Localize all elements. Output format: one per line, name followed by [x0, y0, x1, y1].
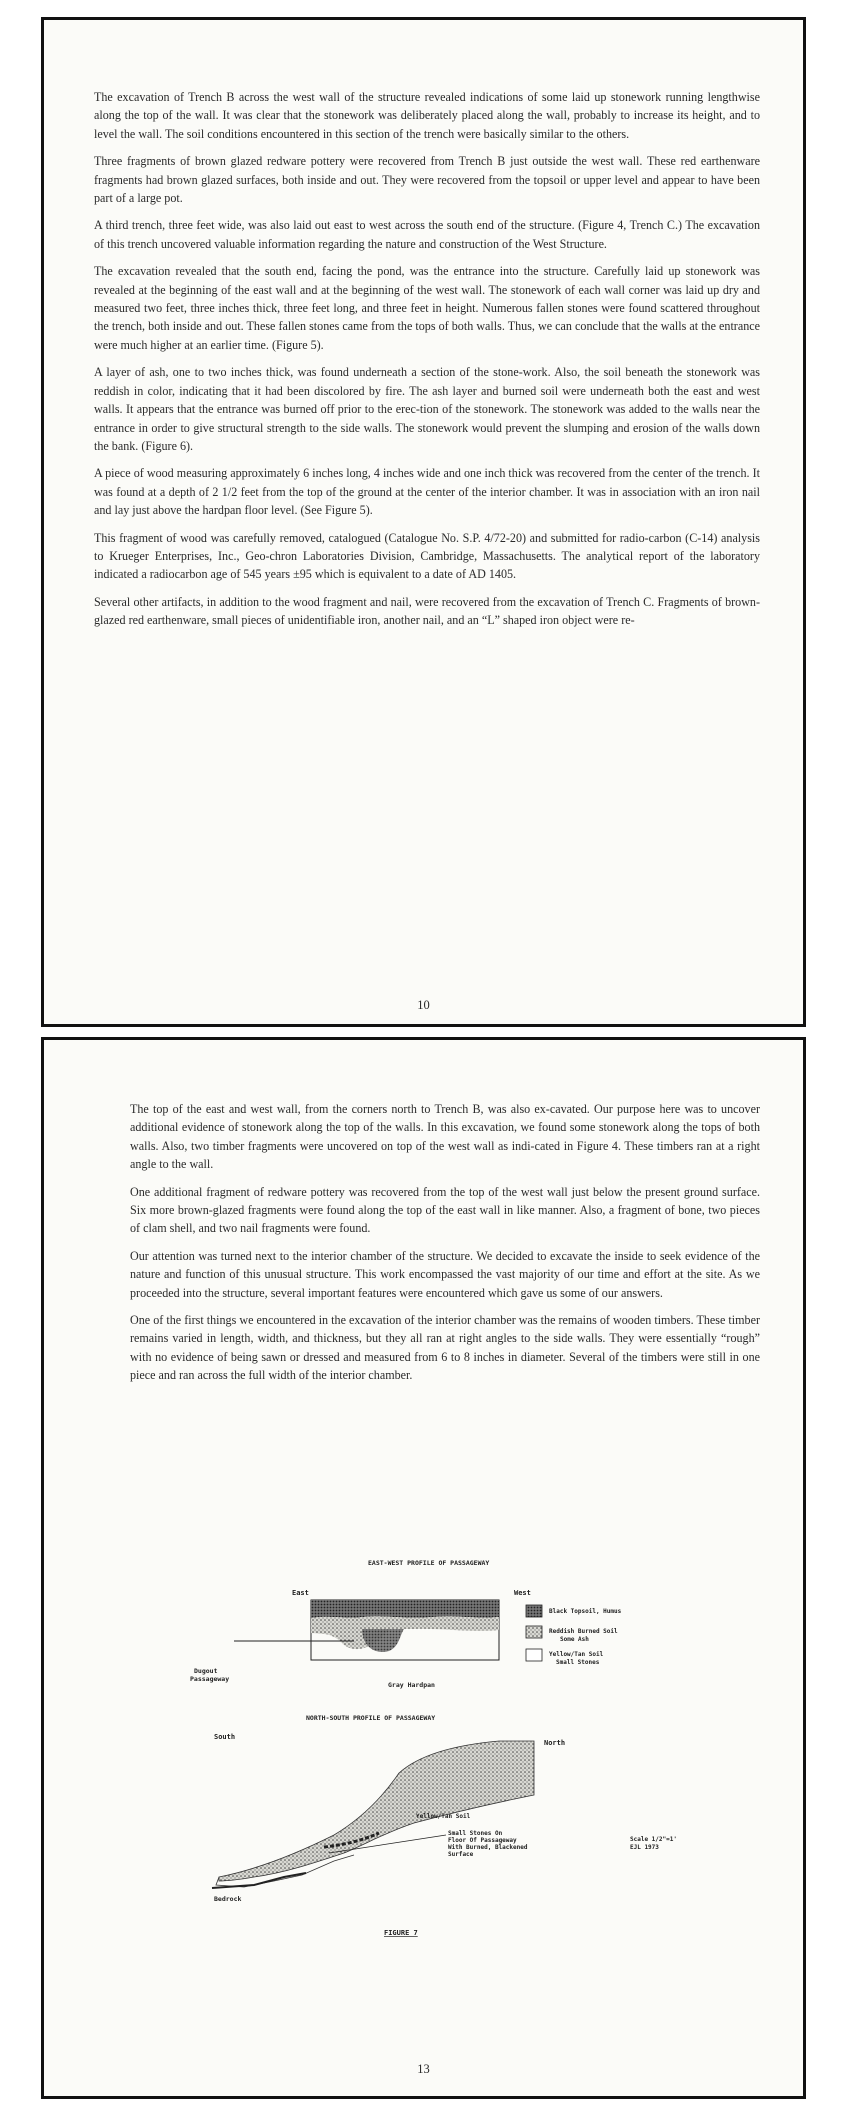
paragraph: Three fragments of brown glazed redware pottery were recovered from Trench B just outside the west wall. These red earthenware fragments had brown glazed surfaces, both inside and out. They were recovered from the topsoil or upper level and appear to have been part of a large pot.: [94, 154, 760, 206]
ns-bedrock-label: Bedrock: [214, 1895, 242, 1903]
legend: [526, 1605, 622, 1666]
ns-yellow-soil-label: Yellow/Tan Soil: [416, 1813, 471, 1820]
paragraph: A piece of wood measuring approximately 6 inches long, 4 inches wide and one inch thick was recovered from the center of the trench. It was found at a depth of 2 1/2 feet from the top of the ground at the center of the interior chamber. It was in association with an iron nail and lay just above the hardpan floor level. (See Figure 5).: [94, 466, 760, 518]
ew-profile-title: EAST-WEST PROFILE OF PASSAGEWAY: [368, 1559, 490, 1567]
ew-profile-section: [234, 1600, 499, 1660]
ew-passageway-label: Passageway: [190, 1675, 230, 1683]
paragraph: The excavation of Trench B across the west wall of the structure revealed indications of some laid up stonework running lengthwise along the top of the wall. It was clear that the stonework was deliberately placed along the wall, probably to increase its height, and to level the wall. The soil conditions encountered in this section of the trench were basically similar to the others.: [94, 90, 760, 141]
scale-label: Scale 1/2"=1': [630, 1836, 677, 1843]
ns-profile-section: [212, 1741, 534, 1888]
ns-note-label: With Burned, Blackened: [448, 1844, 528, 1851]
figure-7-profiles: [44, 1555, 809, 1995]
page-number: 10: [417, 998, 430, 1012]
page-number: 13: [417, 2062, 430, 2076]
legend-label: Black Topsoil, Humus: [549, 1608, 622, 1615]
paragraph: A layer of ash, one to two inches thick, was found underneath a section of the stone-work. Also, the soil beneath the stonework was reddish in color, indicating that it had been discolored by fire. The ash layer and burned soil were underneath both the east and west walls. It appears that the entrance was burned off prior to the erec-tion of the stonework. The stonework was added to the walls near the entrance in order to give structural strength to the side walls. The stonework would prevent the slumping and erosion of the walls down the bank. (Figure 6).: [94, 365, 760, 453]
ew-dugout-label: Dugout: [194, 1667, 218, 1675]
ew-east-label: East: [292, 1589, 309, 1597]
legend-label: Reddish Burned Soil: [549, 1628, 618, 1635]
paragraph: A third trench, three feet wide, was also laid out east to west across the south end of the structure. (Figure 4, Trench C.) The excavation of this trench uncovered valuable information regarding the nature and construction of the West Structure.: [94, 218, 760, 251]
paragraph: Our attention was turned next to the interior chamber of the structure. We decided to excavate the inside to seek evidence of the nature and function of this unusual structure. This work encompassed the vast majority of our time and effort at the site. As we proceeded into the structure, several important features were encountered which gave us some of our answers.: [130, 1248, 760, 1300]
paragraph: This fragment of wood was carefully removed, catalogued (Catalogue No. S.P. 4/72-20) and submitted for radio-carbon (C-14) analysis to Krueger Enterprises, Inc., Geo-chron Laboratories Division, Cambridge, Massachusetts. The analytical report of the laboratory indicated a radiocarbon age of 545 years ±95 which is equivalent to a date of AD 1405.: [94, 530, 760, 582]
ew-hardpan-label: Gray Hardpan: [388, 1681, 435, 1689]
legend-swatch-yellow: [526, 1649, 542, 1661]
page-13-body: [130, 1100, 760, 1394]
ns-north-label: North: [544, 1739, 566, 1747]
legend-label: Some Ash: [560, 1636, 589, 1643]
page-10-body: [94, 88, 760, 639]
paragraph: One of the first things we encountered in the excavation of the interior chamber was the remains of wooden timbers. These timber remains varied in length, width, and thickness, but they all ran at right angles to the side walls. They were essentially “rough” with no evidence of being sawn or dressed and measured from 6 to 8 inches in diameter. Several of the timbers were still in one piece and ran across the full width of the interior chamber.: [130, 1313, 760, 1383]
legend-swatch-burned: [526, 1626, 542, 1638]
legend-label: Small Stones: [556, 1659, 600, 1666]
document-page-13: [41, 1037, 806, 2099]
ns-note-label: Floor Of Passageway: [448, 1837, 517, 1844]
ns-note-label: Small Stones On: [448, 1830, 503, 1837]
legend-label: Yellow/Tan Soil: [549, 1651, 604, 1658]
paragraph: One additional fragment of redware pottery was recovered from the top of the west wall just below the present ground surface. Six more brown-glazed fragments were found along the top of the east wall in like manner. Also, a fragment of bone, two pieces of clam shell, and two nail fragments were found.: [130, 1184, 760, 1236]
paragraph: The top of the east and west wall, from the corners north to Trench B, was also ex-cavated. Our purpose here was to uncover additional evidence of stonework along the top of the walls. In this excavation, we found some stonework along the tops of both walls. Also, two timber fragments were uncovered on top of the west wall as indi-cated in Figure 4. These timbers ran at a right angle to the wall.: [130, 1102, 760, 1172]
ns-south-label: South: [214, 1733, 236, 1741]
paragraph: The excavation revealed that the south end, facing the pond, was the entrance into the structure. Carefully laid up stonework was revealed at the beginning of the east wall and at the beginning of the west wall. The stonework of each wall corner was laid up dry and measured two feet, three inches thick, three feet long, and three feet in height. Numerous fallen stones were found scattered throughout the trench, both inside and out. These fallen stones came from the tops of both walls. Thus, we can conclude that the walls at the entrance were much higher at an earlier time. (Figure 5).: [94, 264, 760, 352]
ns-note-label: Surface: [448, 1851, 474, 1858]
figure-caption: FIGURE 7: [384, 1929, 418, 1937]
paragraph: Several other artifacts, in addition to the wood fragment and nail, were recovered from the excavation of Trench C. Fragments of brown-glazed red earthenware, small pieces of unidentifiable iron, another nail, and an “L” shaped iron object were re-: [94, 594, 760, 628]
legend-swatch-topsoil: [526, 1605, 542, 1617]
author-year-label: EJL 1973: [630, 1844, 659, 1851]
ew-west-label: West: [514, 1589, 531, 1597]
ns-profile-title: NORTH-SOUTH PROFILE OF PASSAGEWAY: [306, 1714, 436, 1722]
document-page-10: [41, 17, 806, 1027]
